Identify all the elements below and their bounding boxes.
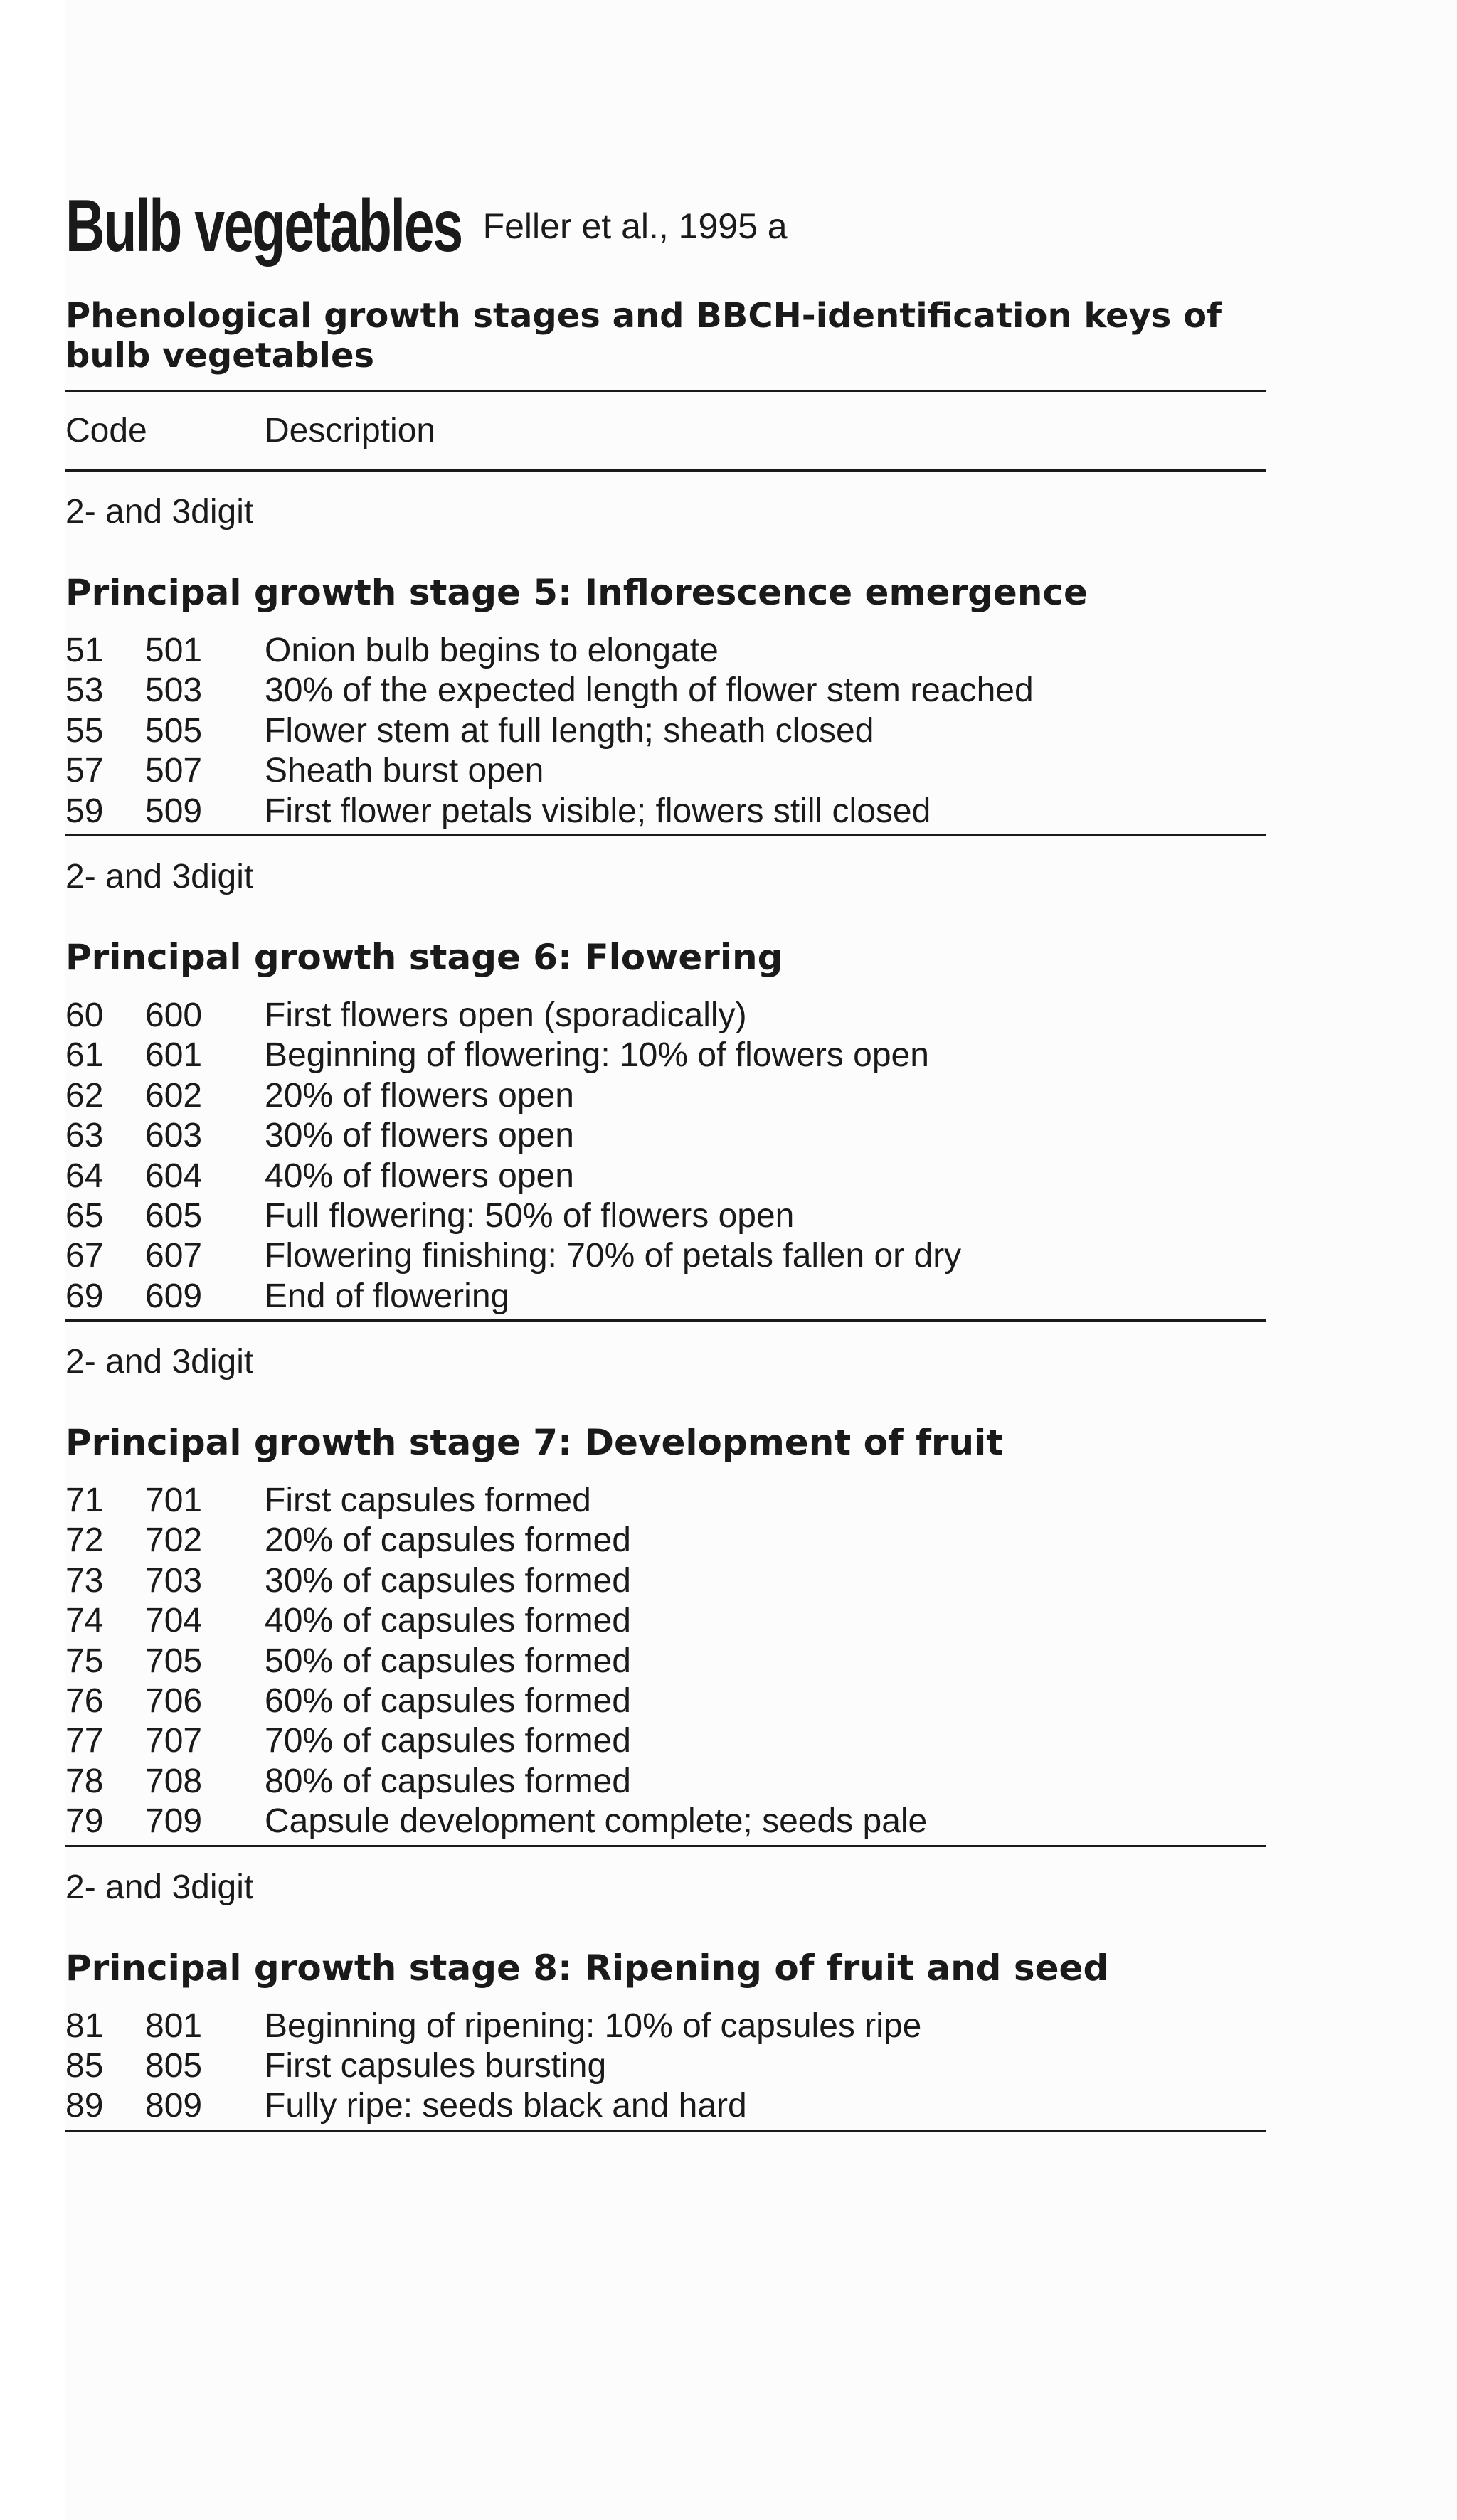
code-3digit: 706 [145,1682,203,1721]
page-title: Bulb vegetables [65,185,462,267]
stage-title: Principal growth stage 7: Development of fruit [65,1422,1004,1464]
stage-rows [65,996,1266,1319]
code-2digit: 74 [65,1602,104,1640]
code-3digit: 707 [145,1722,203,1760]
code-2digit: 62 [65,1076,104,1115]
document-page [65,0,1457,2520]
table-row [65,996,1266,1036]
code-2digit: 51 [65,632,104,669]
table-row [65,2086,1266,2126]
stage-title: Principal growth stage 8: Ripening of fruit and seed [65,1947,1109,1989]
code-2digit: 76 [65,1682,104,1721]
code-2digit: 60 [65,996,104,1034]
stage-description: 80% of capsules formed [265,1762,631,1800]
column-header-code: Code [65,412,147,450]
code-3digit: 708 [145,1762,203,1800]
stage-description: 20% of capsules formed [265,1521,631,1560]
table-row [65,1601,1266,1641]
code-3digit: 601 [145,1036,203,1075]
stage-description: 60% of capsules formed [265,1682,631,1721]
table-row [65,631,1266,671]
table-header [65,392,1266,469]
code-3digit: 507 [145,752,203,790]
stage-title: Principal growth stage 6: Flowering [65,936,783,978]
code-3digit: 600 [145,996,203,1034]
table-row [65,1481,1266,1521]
stage-section [65,472,1266,836]
code-3digit: 607 [145,1237,203,1275]
table-row [65,2006,1266,2046]
code-3digit: 709 [145,1802,203,1841]
code-2digit: 81 [65,2006,104,2045]
table-row [65,1642,1266,1681]
digit-label: 2- and 3digit [65,1343,254,1381]
table-row [65,1196,1266,1236]
table-row [65,1277,1266,1317]
stage-description: Onion bulb begins to elongate [265,632,719,669]
stage-description: First capsules formed [265,1482,591,1520]
stage-description: 40% of flowers open [265,1157,574,1195]
table-row [65,1762,1266,1802]
stage-description: 30% of flowers open [265,1117,574,1155]
stage-rows [65,1481,1266,1845]
title-reference: Feller et al., 1995 a [482,206,788,246]
code-3digit: 605 [145,1196,203,1235]
table-row [65,1036,1266,1075]
code-2digit: 55 [65,711,104,750]
code-3digit: 701 [145,1482,203,1520]
stage-section [65,1322,1266,1847]
stage-description: 40% of capsules formed [265,1602,631,1640]
section-spacer [65,836,1266,857]
digit-label: 2- and 3digit [65,1868,254,1906]
code-3digit: 609 [145,1277,203,1315]
table-row [65,711,1266,751]
code-3digit: 805 [145,2046,203,2085]
code-3digit: 603 [145,1117,203,1155]
code-2digit: 61 [65,1036,104,1075]
stage-description: 30% of the expected length of flower stem reached [265,671,1034,710]
code-3digit: 501 [145,632,203,669]
table-row [65,1076,1266,1116]
code-2digit: 63 [65,1117,104,1155]
code-2digit: 79 [65,1802,104,1841]
code-3digit: 705 [145,1642,203,1680]
code-2digit: 75 [65,1642,104,1680]
stage-description: End of flowering [265,1277,510,1315]
digit-label: 2- and 3digit [65,857,254,895]
table-row [65,1802,1266,1841]
page-subtitle: Phenological growth stages and BBCH-identification keys of bulb vegetables [65,296,1222,376]
section-rule [65,2130,1266,2132]
code-3digit: 604 [145,1157,203,1195]
table-row [65,671,1266,711]
stage-sections [65,472,1266,2132]
code-2digit: 73 [65,1561,104,1600]
stage-description: Flowering finishing: 70% of petals fallen or dry [265,1237,962,1275]
table-row [65,751,1266,791]
code-3digit: 509 [145,792,203,830]
stage-title: Principal growth stage 5: Inflorescence emergence [65,572,1088,613]
code-2digit: 89 [65,2087,104,2125]
stage-description: Sheath burst open [265,752,544,790]
stage-description: Beginning of ripening: 10% of capsules ripe [265,2006,922,2045]
code-3digit: 505 [145,711,203,750]
table-row [65,792,1266,831]
code-3digit: 703 [145,1561,203,1600]
stage-description: First flower petals visible; flowers still closed [265,792,931,830]
stage-description: Fully ripe: seeds black and hard [265,2087,747,2125]
stage-description: Capsule development complete; seeds pale [265,1802,928,1841]
stage-rows [65,631,1266,834]
stage-description: Beginning of flowering: 10% of flowers open [265,1036,929,1075]
stage-section [65,836,1266,1322]
table-row [65,2046,1266,2086]
stage-rows [65,2006,1266,2130]
stage-description: 70% of capsules formed [265,1722,631,1760]
code-3digit: 801 [145,2006,203,2045]
stage-description: First capsules bursting [265,2046,607,2085]
code-3digit: 704 [145,1602,203,1640]
table-row [65,1521,1266,1561]
code-2digit: 67 [65,1237,104,1275]
stage-description: Flower stem at full length; sheath closed [265,711,874,750]
digit-label: 2- and 3digit [65,493,254,531]
table-row [65,1721,1266,1761]
section-spacer [65,1322,1266,1342]
section-spacer [65,1847,1266,1868]
section-spacer [65,472,1266,492]
table-row [65,1236,1266,1276]
code-2digit: 72 [65,1521,104,1560]
stage-description: 50% of capsules formed [265,1642,631,1680]
table-row [65,1116,1266,1156]
stage-description: First flowers open (sporadically) [265,996,747,1034]
table-row [65,1157,1266,1196]
code-2digit: 77 [65,1722,104,1760]
page-margin [0,0,65,2520]
stage-section [65,1847,1266,2132]
code-2digit: 53 [65,671,104,710]
code-3digit: 602 [145,1076,203,1115]
code-2digit: 65 [65,1196,104,1235]
stage-description: 30% of capsules formed [265,1561,631,1600]
code-2digit: 57 [65,752,104,790]
stage-description: 20% of flowers open [265,1076,574,1115]
code-2digit: 64 [65,1157,104,1195]
code-2digit: 85 [65,2046,104,2085]
title-row [65,186,1266,266]
code-3digit: 702 [145,1521,203,1560]
code-2digit: 69 [65,1277,104,1315]
stage-description: Full flowering: 50% of flowers open [265,1196,795,1235]
code-2digit: 71 [65,1482,104,1520]
code-3digit: 503 [145,671,203,710]
code-3digit: 809 [145,2087,203,2125]
document-content [65,186,1266,2132]
column-header-description: Description [265,412,436,450]
table-row [65,1681,1266,1721]
code-2digit: 78 [65,1762,104,1800]
table-row [65,1561,1266,1601]
code-2digit: 59 [65,792,104,830]
